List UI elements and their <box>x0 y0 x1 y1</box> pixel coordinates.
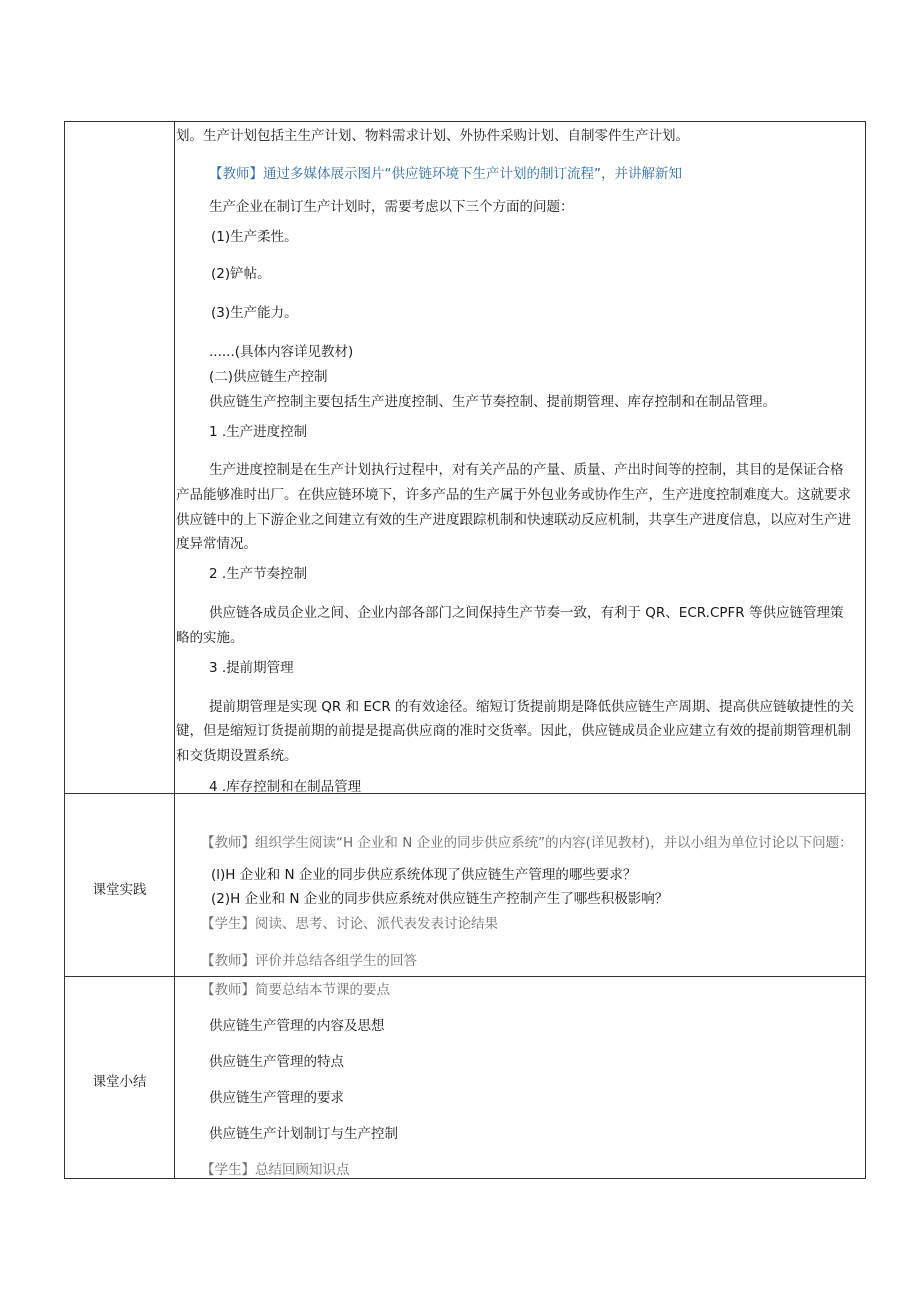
summary-point: 供应链生产管理的要求 <box>209 1090 344 1106</box>
paragraph-line: 和交货期设置系统。 <box>176 748 298 764</box>
ellipsis-note: ......(具体内容详见教材) <box>209 344 354 360</box>
paragraph-line: 产品能够准时出厂。在供应链环境下，许多产品的生产属于外包业务或协作生产，生产进度控制难度大。这就要求 <box>176 487 851 503</box>
row-divider <box>65 976 865 977</box>
practice-question-1: (l)H 企业和 N 企业的同步供应系统体现了供应链生产管理的哪些要求？ <box>211 867 637 883</box>
lesson-table <box>64 121 866 1179</box>
summary-label: 课堂小结 <box>92 1074 147 1090</box>
column-divider <box>174 122 175 1178</box>
paragraph-line: 度异常情况。 <box>176 536 257 552</box>
heading-2: 2 .生产节奏控制 <box>209 566 308 582</box>
paragraph-line: 供应链各成员企业之间、企业内部各部门之间保持生产节奏一致，有利于 QR、ECR.CPFR 等供应链管理策 <box>209 605 844 621</box>
summary-point: 供应链生产管理的内容及思想 <box>209 1018 385 1034</box>
list-item: (3)生产能力。 <box>211 305 298 321</box>
subheading: (二)供应链生产控制 <box>209 369 328 385</box>
heading-3: 3 .提前期管理 <box>209 660 294 676</box>
heading-1: 1 .生产进度控制 <box>209 424 308 440</box>
practice-teacher: 【教师】组织学生阅读“H 企业和 N 企业的同步供应系统”的内容(详见教材)，并以小组为单位讨论以下问题： <box>201 835 853 851</box>
practice-teacher-2: 【教师】评价并总结各组学生的回答 <box>201 953 417 969</box>
summary-student: 【学生】总结回顾知识点 <box>201 1162 350 1178</box>
paragraph-line: 供应链中的上下游企业之间建立有效的生产进度跟踪机制和快速联动反应机制，共享生产进度信息，以应对生产进 <box>176 512 851 528</box>
paragraph-line: 键，但是缩短订货提前期的前提是提高供应商的准时交货率。因此，供应链成员企业应建立有效的提前期管理机制 <box>176 723 851 739</box>
paragraph-line: 略的实施。 <box>176 630 244 646</box>
paragraph-line: 提前期管理是实现 QR 和 ECR 的有效途径。缩短订货提前期是降低供应链生产周期、提高供应链敏捷性的关 <box>209 699 855 715</box>
list-item: (1)生产柔性。 <box>211 229 298 245</box>
practice-student: 【学生】阅读、思考、讨论、派代表发表讨论结果 <box>201 916 498 932</box>
control-intro: 供应链生产控制主要包括生产进度控制、生产节奏控制、提前期管理、库存控制和在制品管理。 <box>209 394 776 410</box>
practice-label: 课堂实践 <box>92 882 147 898</box>
row-divider <box>65 793 865 794</box>
considerations-intro: 生产企业在制订生产计划时，需要考虑以下三个方面的问题： <box>209 199 574 215</box>
list-item: (2)铲帖。 <box>211 266 271 282</box>
summary-point: 供应链生产计划制订与生产控制 <box>209 1126 398 1142</box>
teacher-note: 【教师】通过多媒体展示图片“供应链环境下生产计划的制订流程”，并讲解新知 <box>209 166 682 182</box>
paragraph-line: 生产进度控制是在生产计划执行过程中，对有关产品的产量、质量、产出时间等的控制，其目的是保证合格 <box>209 462 844 478</box>
heading-4: 4 .库存控制和在制品管理 <box>209 779 362 795</box>
summary-point: 供应链生产管理的特点 <box>209 1054 344 1070</box>
plan-line: 划。生产计划包括主生产计划、物料需求计划、外协件采购计划、自制零件生产计划。 <box>176 128 689 144</box>
summary-teacher: 【教师】简要总结本节课的要点 <box>201 982 390 998</box>
practice-question-2: (2)H 企业和 N 企业的同步供应系统对供应链生产控制产生了哪些积极影响？ <box>211 891 669 907</box>
